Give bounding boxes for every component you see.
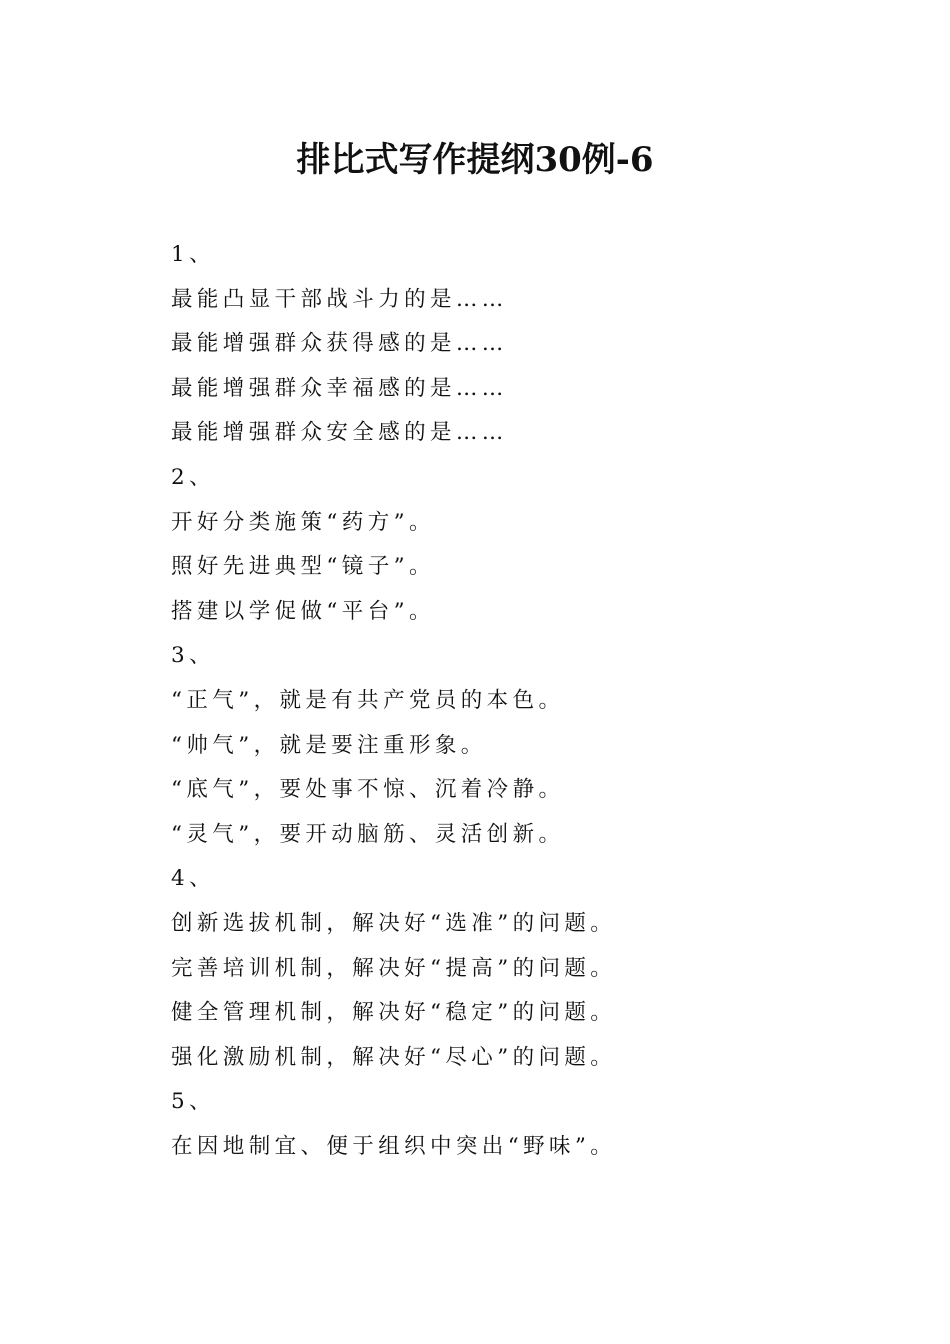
text-line: 最能凸显干部战斗力的是……	[171, 286, 508, 312]
text-line: 完善培训机制，解决好“提高”的问题。	[171, 955, 617, 981]
section-number-3: 3、	[171, 643, 215, 669]
text-line: “正气”，就是有共产党员的本色。	[171, 687, 565, 713]
text-line: “帅气”，就是要注重形象。	[171, 732, 487, 758]
text-line: 健全管理机制，解决好“稳定”的问题。	[171, 1000, 617, 1026]
document-body	[171, 233, 871, 1169]
section-number-2: 2、	[171, 464, 215, 490]
text-line: 强化激励机制，解决好“尽心”的问题。	[171, 1044, 617, 1070]
text-line: 最能增强群众安全感的是……	[171, 420, 508, 446]
text-line: “底气”，要处事不惊、沉着冷静。	[171, 777, 565, 803]
section-number-1: 1、	[171, 242, 215, 267]
text-line: 在因地制宜、便于组织中突出“野味”。	[171, 1133, 617, 1159]
text-line: 最能增强群众获得感的是……	[171, 331, 508, 357]
page-title: 排比式写作提纲30例-6	[296, 140, 654, 180]
text-line: “灵气”，要开动脑筋、灵活创新。	[171, 821, 565, 847]
section-number-5: 5、	[171, 1089, 215, 1115]
text-line: 创新选拔机制，解决好“选准”的问题。	[171, 910, 617, 936]
text-line: 搭建以学促做“平台”。	[171, 598, 435, 624]
text-line: 开好分类施策“药方”。	[171, 509, 435, 535]
text-line: 照好先进典型“镜子”。	[171, 554, 435, 580]
section-number-4: 4、	[171, 866, 215, 892]
text-line: 最能增强群众幸福感的是……	[171, 375, 508, 401]
